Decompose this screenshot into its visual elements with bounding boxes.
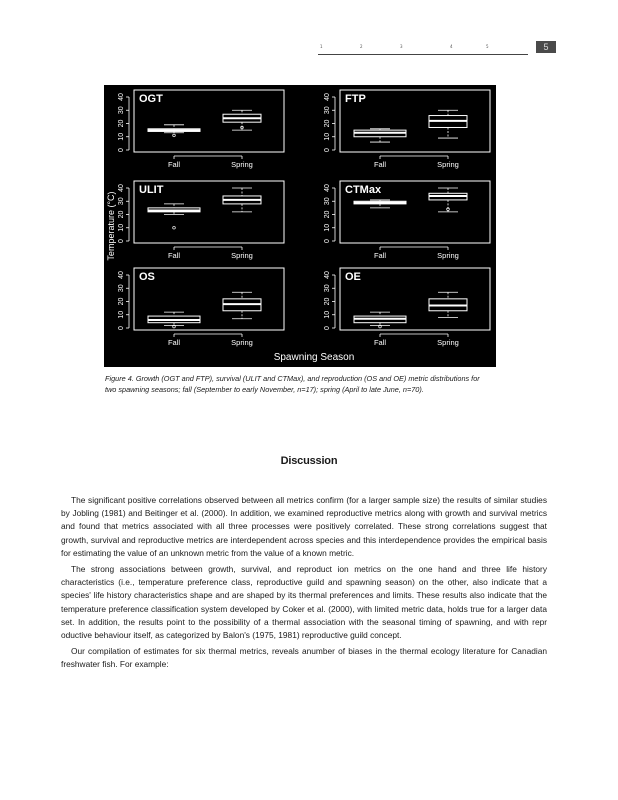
panel-title: OGT <box>139 93 163 105</box>
y-tick-label: 30 <box>323 284 331 293</box>
y-tick-label: 10 <box>323 310 331 319</box>
outlier-point <box>173 134 176 137</box>
page-number: 5 <box>536 41 556 53</box>
x-tick-label: Fall <box>373 160 387 169</box>
paragraph: The strong associations between growth, survival, and reproduct ion metrics on the one hand and three life history characteristics (i.e., temperature preference class, reproductive guild and spawning season) on the other, also indicate that a species' life history characteristics shape and are shaped by its thermal preferences and limits. These results also indicate that the temperature preference classification system developed by Coker et al. (2000), with limited metric data, holds true for a larger data set. In addition, the results point to the possibility of a thermal association with the seasonal timing of spawning, and with repr oductive behaviour itself, as categorized by Balon's (1975, 1981) reproductive guild concept. <box>61 564 547 641</box>
y-tick-label: 0 <box>323 326 331 330</box>
y-tick-label: 20 <box>117 119 125 128</box>
y-tick-label: 0 <box>323 148 331 152</box>
y-tick-label: 10 <box>117 310 125 319</box>
paragraph: The significant positive correlations observed between all metrics confirm (for a larger sample size) the results of similar studies by Jobling (1981) and Beitinger et al. (2000). In addition, we examined reproductive metrics along with growth and survival metrics and found that metrics associated with all three processes were positively correlated. These strong correlations suggest that growth, survival and reproductive metrics are interdependent across species and this interdependence provides the empirical basis for estimating the value of an unknown metric from the value of a known metric. <box>61 495 547 558</box>
y-tick-label: 30 <box>117 284 125 293</box>
boxplot-chart <box>104 85 496 367</box>
outlier-point <box>173 325 176 328</box>
y-tick-label: 20 <box>323 210 331 219</box>
y-tick-label: 40 <box>323 184 331 192</box>
paragraph: Our compilation of estimates for six thermal metrics, reveals anumber of biases in the thermal ecology literature for Canadian freshwater fish. For example: <box>61 646 547 670</box>
figure-boxplots <box>104 85 496 367</box>
y-tick-label: 0 <box>117 148 125 152</box>
x-tick-label: Spring <box>437 338 459 347</box>
y-tick-label: 40 <box>117 184 125 192</box>
y-tick-label: 20 <box>323 297 331 306</box>
y-tick-label: 10 <box>323 132 331 141</box>
figure-caption: Figure 4. Growth (OGT and FTP), survival (ULIT and CTMax), and reproduction (OS and OE) metric distributions for two spawning seasons; fall (September to early November, n=17); spring (April to late June, n=70). <box>105 374 480 394</box>
y-tick-label: 40 <box>117 271 125 279</box>
x-tick-label: Fall <box>373 338 387 347</box>
header-mark: 3 <box>400 44 403 49</box>
x-tick-label: Fall <box>167 251 181 260</box>
y-tick-label: 30 <box>117 106 125 115</box>
header-mark: 4 <box>450 44 453 49</box>
x-axis-title: Spawning Season <box>273 352 355 363</box>
y-tick-label: 40 <box>117 93 125 101</box>
y-tick-label: 40 <box>323 93 331 101</box>
y-tick-label: 30 <box>323 106 331 115</box>
panel-title: OE <box>345 271 361 283</box>
outlier-point <box>173 226 176 229</box>
y-tick-label: 10 <box>117 223 125 232</box>
x-tick-label: Spring <box>437 160 459 169</box>
y-tick-label: 10 <box>117 132 125 141</box>
y-tick-label: 40 <box>323 271 331 279</box>
y-tick-label: 0 <box>117 239 125 243</box>
section-heading: Discussion <box>280 455 338 467</box>
header-rule <box>318 54 528 55</box>
header-mark: 2 <box>360 44 363 49</box>
body-text <box>61 494 547 675</box>
y-tick-label: 20 <box>117 297 125 306</box>
y-tick-label: 0 <box>117 326 125 330</box>
y-tick-label: 0 <box>323 239 331 243</box>
panel-title: CTMax <box>345 184 382 196</box>
y-axis-title: Temperature (°C) <box>106 191 116 261</box>
running-header <box>318 41 556 57</box>
x-tick-label: Spring <box>231 160 253 169</box>
x-tick-label: Fall <box>373 251 387 260</box>
x-tick-label: Fall <box>167 338 181 347</box>
y-tick-label: 30 <box>323 197 331 206</box>
y-tick-label: 30 <box>117 197 125 206</box>
y-tick-label: 20 <box>117 210 125 219</box>
header-mark: 5 <box>486 44 489 49</box>
panel-title: ULIT <box>139 184 164 196</box>
header-mark: 1 <box>320 44 323 49</box>
x-tick-label: Spring <box>231 251 253 260</box>
y-tick-label: 10 <box>323 223 331 232</box>
panel-title: OS <box>139 271 155 283</box>
x-tick-label: Fall <box>167 160 181 169</box>
x-tick-label: Spring <box>437 251 459 260</box>
outlier-point <box>379 325 382 328</box>
panel-title: FTP <box>345 93 366 105</box>
y-tick-label: 20 <box>323 119 331 128</box>
x-tick-label: Spring <box>231 338 253 347</box>
